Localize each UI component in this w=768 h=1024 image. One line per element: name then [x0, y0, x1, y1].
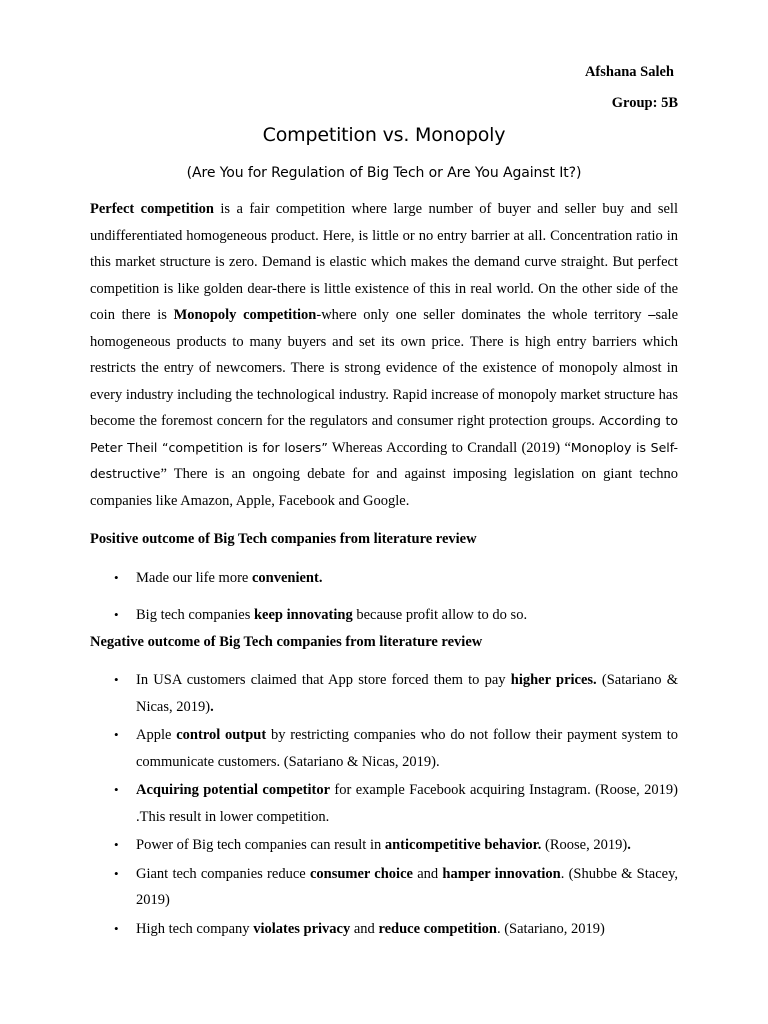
bullet-icon: • — [114, 570, 119, 585]
list-item-emphasis: control output — [176, 727, 267, 743]
author-name: Afshana Saleh — [584, 64, 674, 80]
intro-text-4: Whereas According to Crandall (2019) “ — [327, 439, 571, 456]
positive-outcome-heading: Positive outcome of Big Tech companies from literature review — [90, 531, 477, 547]
list-item-emphasis: anticompetitive behavior. — [384, 837, 542, 853]
list-item — [90, 667, 678, 720]
list-item-emphasis: reduce competition — [378, 920, 497, 937]
intro-text-5: ” There is an ongoing debate for and against imposing legislation on giant techno companies like Amazon, Apple, Facebook and Google. — [90, 466, 678, 509]
list-item-period: . — [210, 698, 214, 715]
list-item — [90, 602, 678, 629]
term-perfect-competition: Perfect competition — [90, 201, 214, 217]
list-item-text: by restricting companies who do not follow their payment system to communicate customers. (Satariano & Nicas, 2019). — [136, 727, 678, 770]
intro-paragraph — [90, 196, 678, 514]
list-item — [90, 916, 678, 943]
list-item-text: because profit allow to do so. — [352, 606, 528, 623]
list-item-citation: (Satariano & Nicas, 2019) — [136, 672, 678, 715]
bullet-icon: • — [114, 920, 119, 936]
list-item-text: Made our life more — [136, 570, 252, 586]
positive-outcome-list — [90, 565, 678, 638]
list-item-citation: . (Shubbe & Stacey, 2019) — [136, 865, 679, 908]
list-item — [90, 722, 678, 775]
list-item-emphasis: Acquiring potential competitor — [136, 782, 331, 798]
list-item-text: Power of Big tech companies can result in — [136, 837, 385, 853]
list-item-text: and — [412, 865, 443, 882]
list-item-emphasis: hamper innovation — [442, 865, 561, 882]
list-item-text: for example Facebook acquiring Instagram. (Roose, 2019) .This result in lower competition. — [136, 782, 678, 825]
list-item-citation: (Roose, 2019) — [541, 837, 628, 853]
intro-dash: – — [648, 307, 656, 323]
list-item-period: . — [627, 837, 631, 853]
group-label: Group: 5B — [611, 95, 678, 111]
list-item-text: Apple — [136, 727, 177, 743]
intro-text-1: is a fair competition where large number of buyer and seller buy and sell undifferentiated homogeneous product. Here, is little or no entry barrier at all. Concentration ratio in this market structure is zero. Demand is elastic which makes the demand curve straight. But perfect competition is like golden dear-there is little existence of this in real world. On the other side of the coin there is — [90, 201, 678, 323]
list-item-text: and — [350, 920, 379, 937]
document-subtitle: (Are You for Regulation of Big Tech or Are You Against It?) — [186, 165, 582, 181]
list-item-emphasis: violates privacy — [253, 920, 351, 937]
bullet-icon: • — [114, 865, 119, 881]
list-item — [90, 777, 678, 830]
list-item-text: Giant tech companies reduce — [136, 865, 310, 882]
bullet-icon: • — [114, 606, 119, 622]
list-item-emphasis: consumer choice — [309, 865, 413, 882]
list-item-emphasis: higher prices. — [510, 672, 597, 688]
list-item — [90, 861, 678, 914]
list-item-citation: . (Satariano, 2019) — [496, 920, 605, 937]
list-item-text: In USA customers claimed that App store forced them to pay — [136, 672, 511, 688]
bullet-icon: • — [114, 727, 119, 742]
intro-text-3: sale homogeneous products to many buyers and set its own price. There is high entry barriers which restricts the entry of newcomers. There is strong evidence of the existence of monopoly almost in every industry including the technological industry. Rapid increase of monopoly market structure has become the foremost concern for the regulators and consumer right protection groups. — [90, 307, 679, 429]
negative-outcome-heading: Negative outcome of Big Tech companies from literature review — [90, 634, 483, 650]
list-item — [90, 565, 678, 592]
quote-peter-theil: According to Peter Theil “competition is for losers” — [90, 413, 679, 455]
list-item-text: High tech company — [136, 920, 254, 937]
bullet-icon: • — [114, 672, 119, 687]
list-item-emphasis: convenient. — [251, 570, 323, 586]
list-item-text: Big tech companies — [136, 606, 254, 623]
list-item — [90, 832, 678, 859]
bullet-icon: • — [114, 782, 119, 797]
term-monopoly-competition: Monopoly competition — [173, 307, 317, 323]
document-title: Competition vs. Monopoly — [262, 124, 506, 146]
bullet-icon: • — [114, 837, 119, 852]
quote-crandall: Monoploy is Self-destructive — [90, 439, 678, 481]
negative-outcome-list — [90, 667, 678, 944]
intro-text-2: -where only one seller dominates the whole territory — [316, 307, 649, 323]
list-item-emphasis: keep innovating — [253, 606, 353, 623]
